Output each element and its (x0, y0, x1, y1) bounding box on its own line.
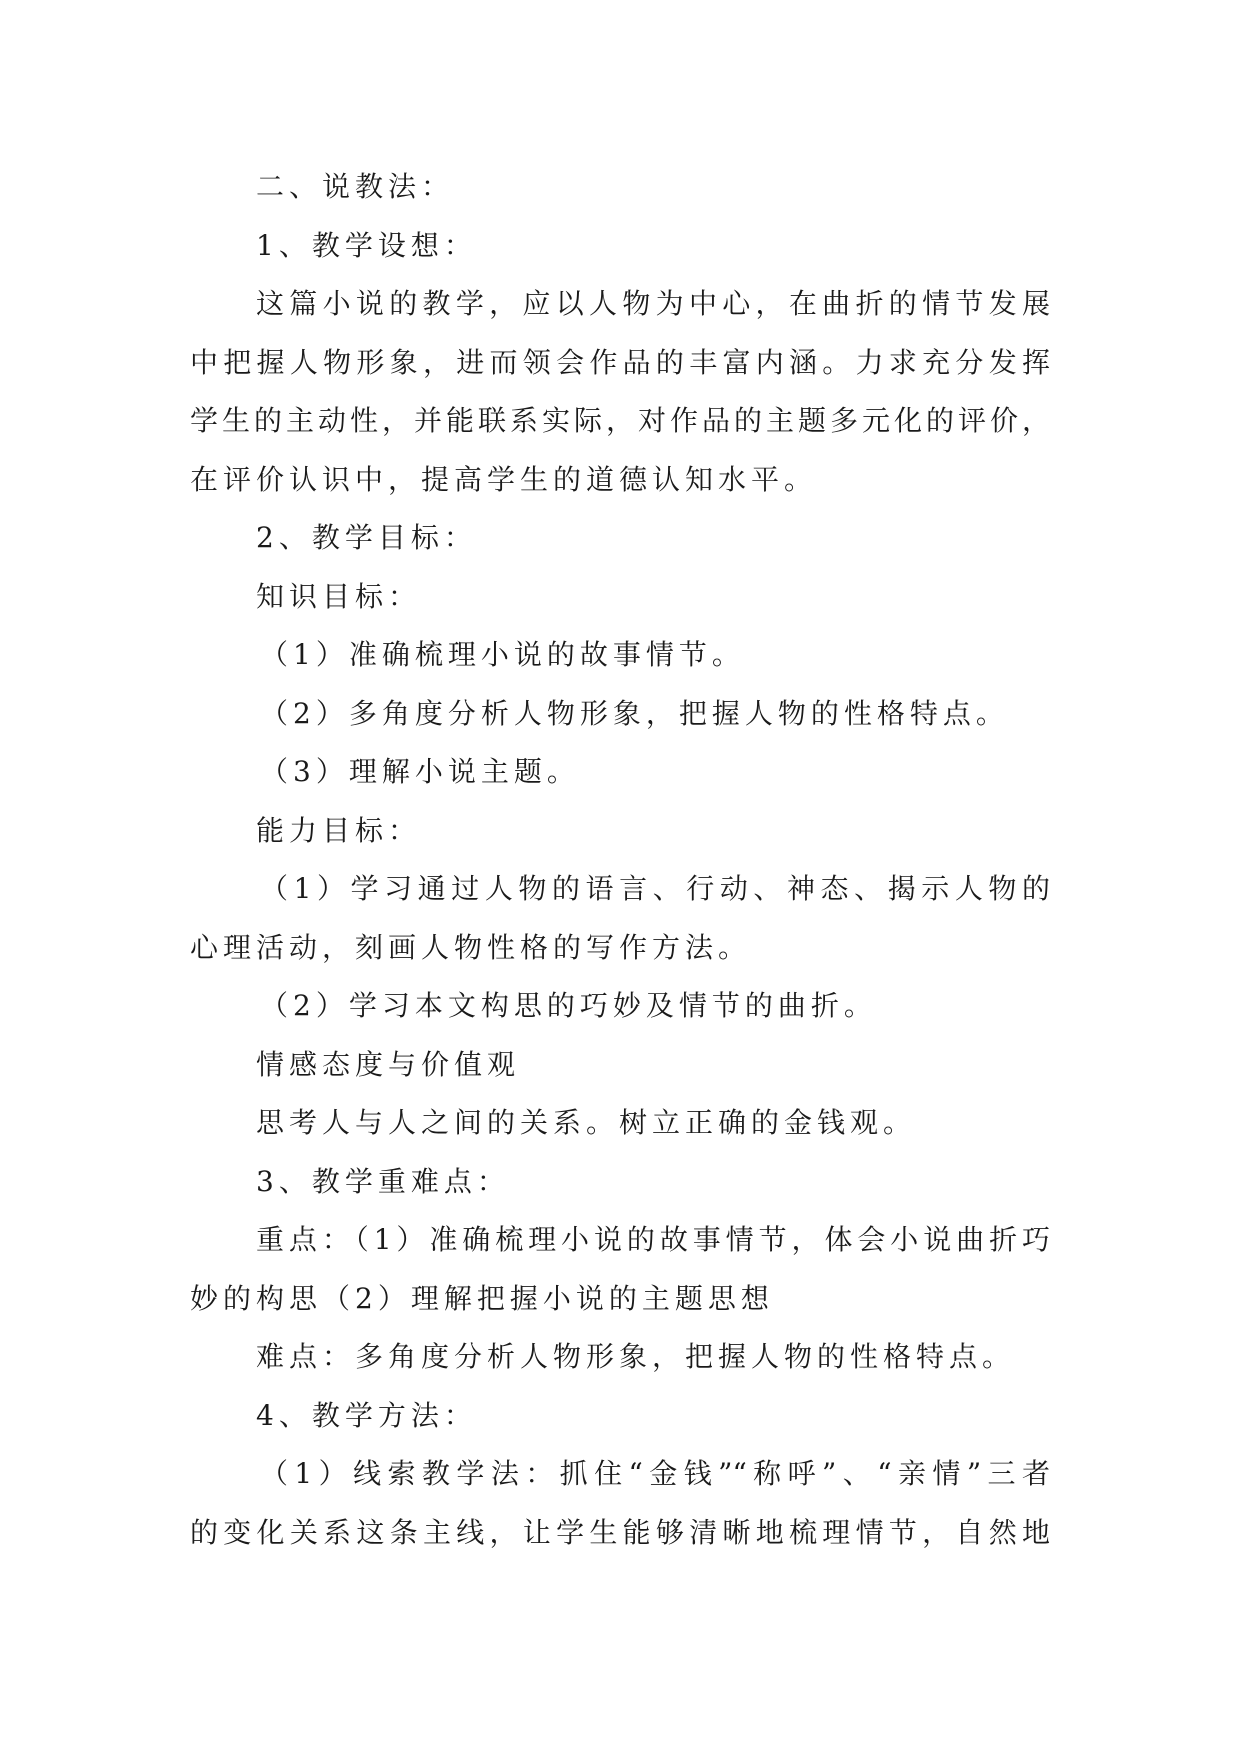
paragraph-line: 中把握人物形象，进而领会作品的丰富内涵。力求充分发挥 (190, 345, 1050, 379)
subsection-heading: 2、教学目标： (256, 521, 477, 554)
subsection-heading: 1、教学设想： (256, 228, 477, 262)
document-body (190, 158, 1050, 1562)
section-heading: 二、说教法： (256, 170, 455, 203)
paragraph-line: 难点：多角度分析人物形象，把握人物的性格特点。 (256, 1340, 1016, 1373)
label-line: 知识目标： (256, 579, 422, 613)
paragraph-line: 心理活动，刻画人物性格的写作方法。 (190, 930, 752, 964)
list-item: （2）学习本文构思的巧妙及情节的曲折。 (260, 989, 877, 1022)
label-line: 能力目标： (256, 813, 422, 847)
list-item: （1）学习通过人物的语言、行动、神态、揭示人物的 (260, 872, 1050, 905)
paragraph-line: 学生的主动性，并能联系实际，对作品的主题多元化的评价， (190, 404, 1050, 437)
list-item: （1）线索教学法：抓住“金钱”“称呼”、“亲情”三者 (260, 1457, 1050, 1490)
subsection-heading: 4、教学方法： (256, 1398, 477, 1432)
paragraph-line: 重点：（1）准确梳理小说的故事情节，体会小说曲折巧 (256, 1223, 1050, 1256)
list-item: （2）多角度分析人物形象，把握人物的性格特点。 (260, 696, 1009, 730)
paragraph-line: 这篇小说的教学，应以人物为中心，在曲折的情节发展 (256, 287, 1050, 320)
paragraph-line: 思考人与人之间的关系。树立正确的金钱观。 (256, 1106, 917, 1139)
list-item: （1）准确梳理小说的故事情节。 (260, 638, 745, 671)
paragraph-line: 在评价认识中，提高学生的道德认知水平。 (190, 462, 818, 496)
subsection-heading: 3、教学重难点： (256, 1164, 510, 1198)
label-line: 情感态度与价值观 (256, 1047, 521, 1081)
list-item: （3）理解小说主题。 (260, 755, 580, 788)
paragraph-line: 妙的构思（2）理解把握小说的主题思想 (190, 1281, 774, 1315)
paragraph-line: 的变化关系这条主线，让学生能够清晰地梳理情节，自然地 (190, 1515, 1050, 1549)
